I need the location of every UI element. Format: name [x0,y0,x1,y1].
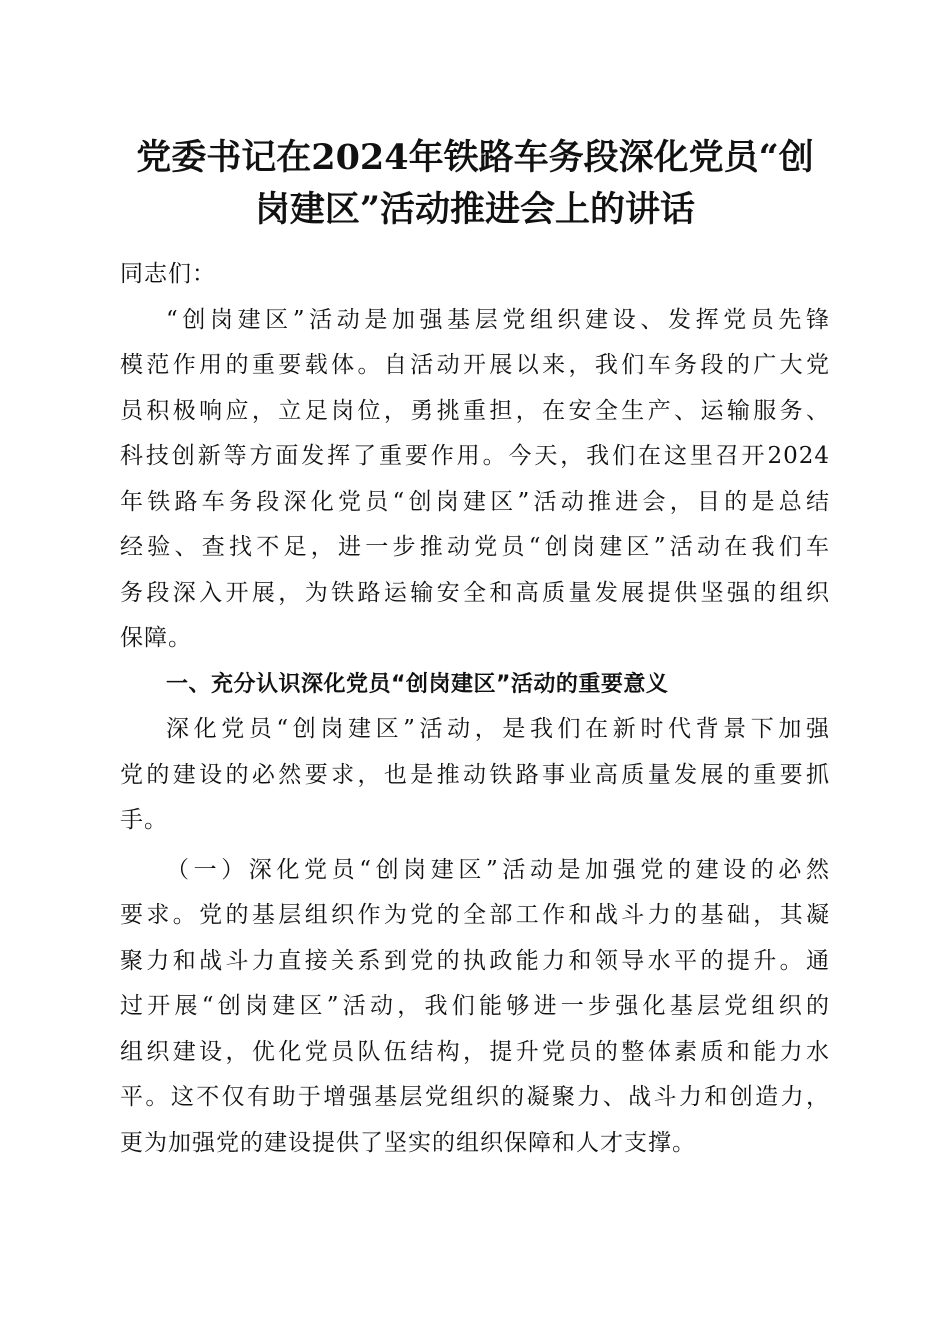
intro-paragraph [120,298,830,662]
paragraph-line: 聚力和战斗力直接关系到党的执政能力和领导水平的提升。通 [120,947,830,974]
section-heading-1: 一、充分认识深化党员“创岗建区”活动的重要意义 [166,671,669,697]
paragraph-line: 经验、查找不足，进一步推动党员“创岗建区”活动在我们车 [120,534,830,560]
section1-paragraph [120,707,830,844]
paragraph-line: 平。这不仅有助于增强基层党组织的凝聚力、战斗力和创造力， [120,1084,830,1110]
document-title [100,132,850,236]
paragraph-line: 组织建设，优化党员队伍结构，提升党员的整体素质和能力水 [120,1038,830,1065]
paragraph-line: 员积极响应，立足岗位，勇挑重担，在安全生产、运输服务、 [120,397,830,424]
document-body [120,252,830,1166]
greeting [120,252,830,298]
paragraph-line: 年铁路车务段深化党员“创岗建区”活动推进会，目的是总结 [120,488,830,515]
paragraph-line: 务段深入开展，为铁路运输安全和高质量发展提供坚强的组织 [120,579,830,606]
paragraph-line: 过开展“创岗建区”活动，我们能够进一步强化基层党组织的 [120,993,830,1019]
paragraph-line: 要求。党的基层组织作为党的全部工作和战斗力的基础，其凝 [120,902,830,928]
paragraph-line: 更为加强党的建设提供了坚实的组织保障和人才支撑。 [120,1129,696,1156]
title-line-1: 党委书记在2024年铁路车务段深化党员“创 [136,137,814,178]
paragraph-line: 模范作用的重要载体。自活动开展以来，我们车务段的广大党 [120,352,830,378]
paragraph-line: 深化党员“创岗建区”活动，是我们在新时代背景下加强 [166,716,830,742]
paragraph-line: 保障。 [120,625,192,651]
subsection-1-paragraph [120,848,830,1167]
paragraph-line: “创岗建区”活动是加强基层党组织建设、发挥党员先锋 [166,306,830,333]
paragraph-line: （一）深化党员“创岗建区”活动是加强党的建设的必然 [166,856,830,883]
greeting-text: 同志们： [120,261,216,287]
paragraph-line: 手。 [120,807,168,833]
title-line-2: 岗建区”活动推进会上的讲话 [254,189,696,230]
paragraph-line: 党的建设的必然要求，也是推动铁路事业高质量发展的重要抓 [120,761,830,788]
paragraph-line: 科技创新等方面发挥了重要作用。今天，我们在这里召开2024 [120,443,830,469]
